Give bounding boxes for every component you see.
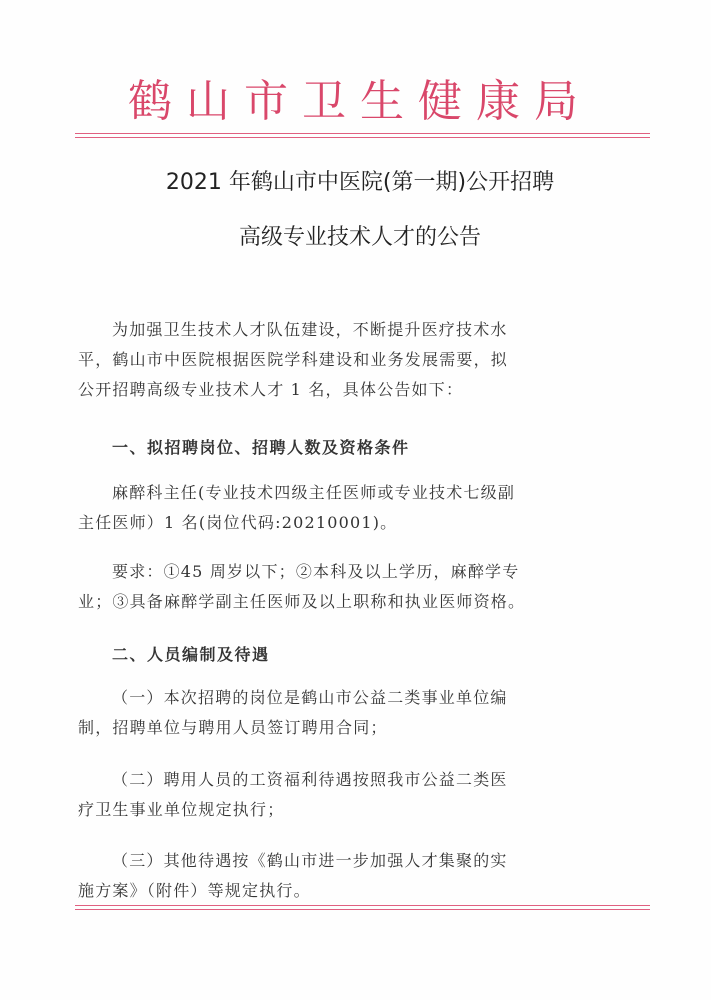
letterhead-title: 鹤山市卫生健康局 <box>128 76 592 127</box>
letterhead-rule-thin <box>75 137 650 138</box>
intro-paragraph <box>78 315 638 405</box>
item-line: （二）聘用人员的工资福利待遇按照我市公益二类医 <box>112 770 508 789</box>
intro-line: 为加强卫生技术人才队伍建设，不断提升医疗技术水 <box>112 320 508 339</box>
item-line: （三）其他待遇按《鹤山市进一步加强人才集聚的实 <box>112 851 508 870</box>
item-line: （一）本次招聘的岗位是鹤山市公益二类事业单位编 <box>112 688 508 707</box>
post-line: 主任医师）1 名(岗位代码:20210001)。 <box>78 513 398 532</box>
footer-rule-thin <box>75 909 650 910</box>
requirements-line: 要求：①45 周岁以下；②本科及以上学历，麻醉学专 <box>112 562 520 581</box>
intro-line: 平，鹤山市中医院根据医院学科建设和业务发展需要，拟 <box>78 350 509 369</box>
requirements-line: 业；③具备麻醉学副主任医师及以上职称和执业医师资格。 <box>78 592 526 611</box>
post-paragraph <box>78 478 638 538</box>
section2-item3 <box>78 846 638 906</box>
section1 <box>78 433 638 463</box>
section2-item2 <box>78 765 638 825</box>
intro-line: 公开招聘高级专业技术人才 1 名，具体公告如下： <box>78 380 464 399</box>
letterhead-rule <box>75 133 650 134</box>
post-line: 麻醉科主任(专业技术四级主任医师或专业技术七级副 <box>112 483 516 502</box>
section2-heading: 二、人员编制及待遇 <box>112 645 270 664</box>
section2 <box>78 640 638 670</box>
notice-title-line1: 2021 年鹤山市中医院(第一期)公开招聘 <box>165 170 555 195</box>
item-line: 疗卫生事业单位规定执行； <box>78 800 285 819</box>
requirements-paragraph <box>78 557 638 617</box>
item-line: 制，招聘单位与聘用人员签订聘用合同； <box>78 718 388 737</box>
notice-title-line2: 高级专业技术人才的公告 <box>238 225 481 250</box>
item-line: 施方案》（附件）等规定执行。 <box>78 881 311 900</box>
section2-item1 <box>78 683 638 743</box>
footer-rule <box>75 905 650 906</box>
section1-heading: 一、拟招聘岗位、招聘人数及资格条件 <box>112 438 410 457</box>
